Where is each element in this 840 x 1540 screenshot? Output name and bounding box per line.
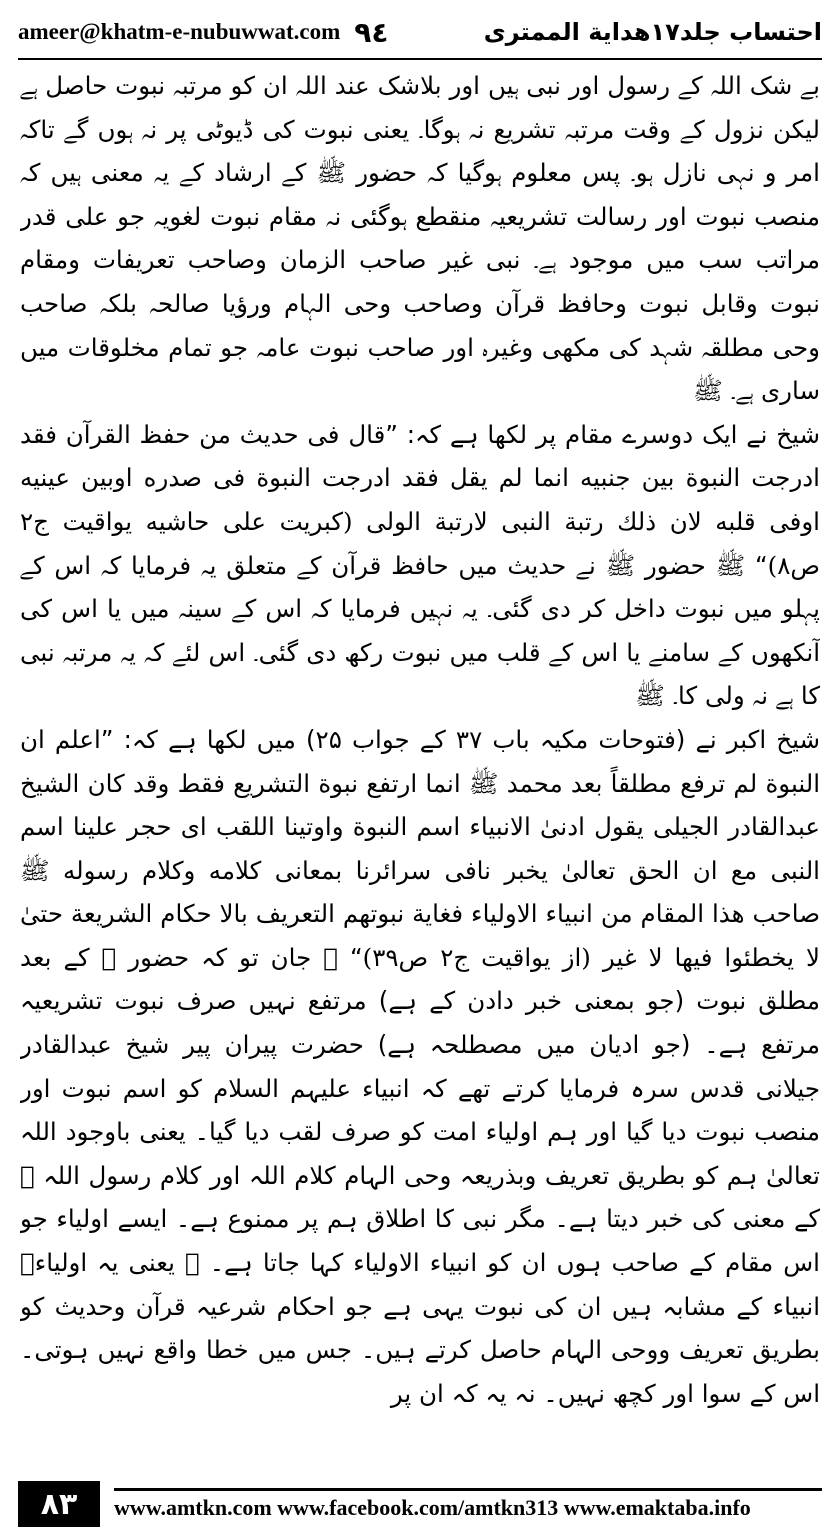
- header-book-title: احتساب جلد۱۷ھدایة الممتری: [483, 18, 822, 46]
- footer-page-number: ۸۳: [18, 1481, 100, 1527]
- paragraph-3-translation: “ ﷺ جان تو کہ حضور ﷺ کے بعد مطلق نبوت (جو بمعنی خبر دادن کے ہے) مرتفع نہیں صرف نبوت تشریعیہ مرتفع ہے۔ (جو ادیان میں مصطلحہ ہے) حضرت پیران پیر شیخ عبدالقادر جیلانی قدس سرہ فرمایا کرتے تھے کہ انبیاء علیہم السلام کو اسم نبوت اور منصب نبوت دیا گیا اور ہم اولیاء امت کو صرف لقب دیا گیا۔ یعنی باوجود اللہ تعالیٰ ہم کو بطریق تعریف وبذریعہ وحی الہام کلام اللہ اور کلام رسول اللہ ﷺ کے معنی کی خبر دیتا ہے۔ مگر نبی کا اطلاق ہم پر ممنوع ہے۔ ایسے اولیاء جو اس مقام کے صاحب ہوں ان کو انبیاء الاولیاء کہا جاتا ہے۔ ﷺ یعنی یہ اولیاءؒ انبیاء کے مشابہ ہیں ان کی نبوت یہی ہے جو احکام شرعیہ قرآن وحدیث کو بطریق تعریف ووحی الہام حاصل کرتے ہیں۔ جس میں خطا واقع نہیں ہوتی۔ اس کے سوا اور کچھ نہیں۔ نہ یہ کہ ان پر: [20, 942, 820, 1408]
- page-header: [18, 6, 822, 60]
- footer-website-links: www.amtkn.com www.facebook.com/amtkn313 www.emaktaba.info: [114, 1488, 822, 1521]
- paragraph-2-intro: شیخ نے ایک دوسرے مقام پر لکھا ہے کہ: ”: [385, 419, 820, 449]
- paragraph-3-arabic-quote: اعلم ان النبوة لم ترفع مطلقاً بعد محمد ﷺ انما ارتفع نبوة التشریع فقط وقد کان الشیخ عبدالقادر الجیلی یقول ادنیٰ الانبیاء اسم النبوة واوتینا اللقب ای حجر علینا اسم النبی مع ان الحق تعالیٰ یخبر نافی سرائرنا بمعانی کلامه وکلام رسوله ﷺ صاحب هذا المقام من انبیاء الاولیاء فغایة نبوتهم التعریف بالا حکام الشریعة حتیٰ لا یخطئوا فیها لا غیر (از یواقیت ج۲ ص۳۹): [20, 724, 820, 972]
- page-body: [20, 64, 820, 1464]
- paragraph-3-intro: شیخ اکبر نے (فتوحات مکیہ باب ۳۷ کے جواب ۲۵) میں لکھا ہے کہ: ”: [100, 724, 820, 754]
- paragraph-2-translation: “ ﷺ حضور ﷺ نے حدیث میں حافظ قرآن کے متعلق یہ فرمایا کہ اس کے پہلو میں نبوت داخل کر دی گئی۔ یہ نہیں فرمایا کہ اس کے سینہ میں یا اس کی آنکھوں کے سامنے یا اس کے قلب میں نبوت رکھ دی گئی۔ اس لئے کہ یہ مرتبہ نبی کا ہے نہ ولی کا۔ ﷺ: [20, 550, 820, 711]
- paragraph-1: بے شک اللہ کے رسول اور نبی ہیں اور بلاشک عند اللہ ان کو مرتبہ نبوت حاصل ہے لیکن نزول کے وقت مرتبہ تشریع نہ ہوگا۔ یعنی نبوت کی ڈیوٹی پر نہ ہوں گے تاکہ امر و نہی نازل ہو۔ پس معلوم ہوگیا کہ حضور ﷺ کے ارشاد کے یہ معنی ہیں کہ منصب نبوت اور رسالت تشریعیہ منقطع ہوگئی نہ مقام نبوت لغویہ جو علی قدر مراتب سب میں موجود ہے۔ نبی غیر صاحب الزمان وصاحب تعریفات ومقام نبوت وقابل نبوت وحافظ قرآن وصاحب وحی الہام ورؤیا صالحہ بلکہ صاحب وحی مطلقہ شہد کی مکھی وغیرہ اور صاحب نبوت عامہ جو تمام مخلوقات میں ساری ہے۔ ﷺ: [20, 71, 820, 406]
- page-footer: [18, 1480, 822, 1528]
- header-email: ameer@khatm-e-nubuwwat.com: [18, 19, 341, 44]
- header-page-number: ٩٤: [354, 15, 389, 49]
- paragraph-2-arabic-quote: قال فی حدیث من حفظ القرآن فقد ادرجت النبوة بین جنبیه انما لم یقل فقد ادرجت النبوة فی صدره اوبین عینیه اوفی قلبه لان ذلك رتبة النبی لارتبة الولی (کبریت علی حاشیه یواقیت ج۲ ص۸): [20, 419, 820, 580]
- paragraph-2: [20, 413, 820, 718]
- paragraph-3: [20, 718, 820, 1416]
